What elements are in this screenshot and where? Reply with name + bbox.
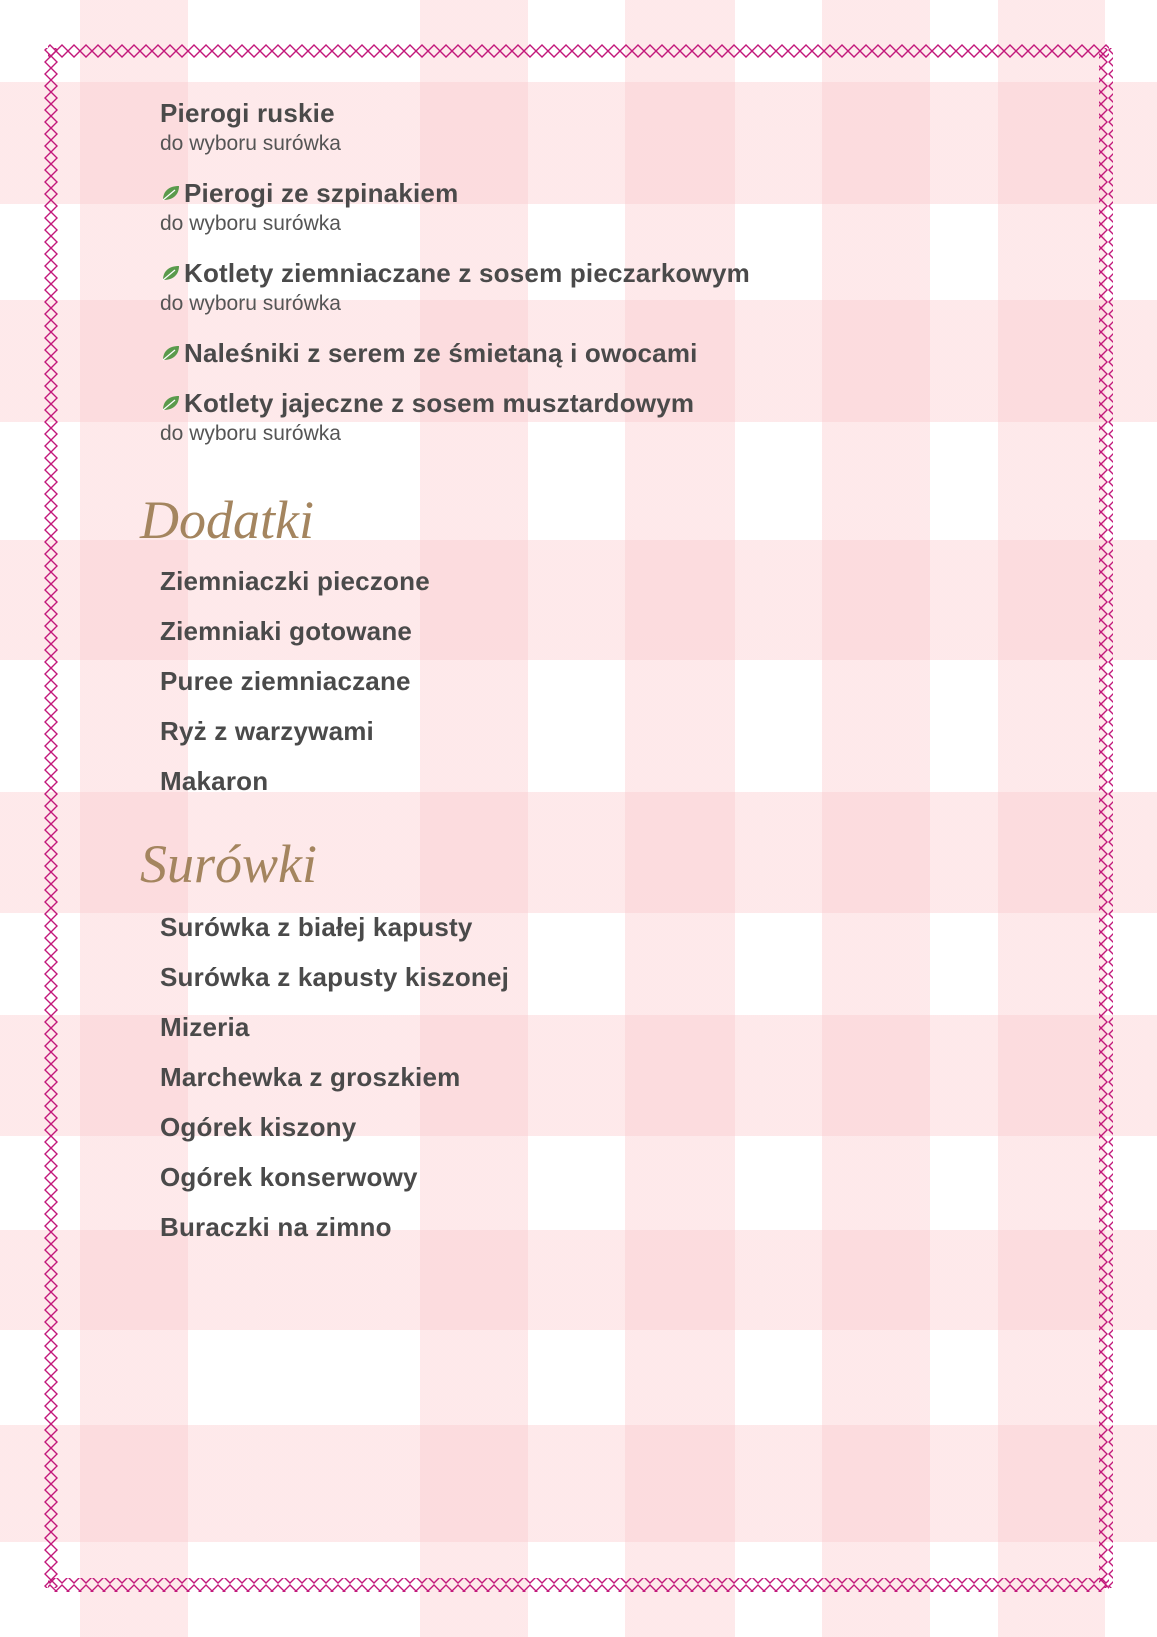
dish-subtitle: do wyboru surówka xyxy=(160,292,341,315)
list-item: Makaron xyxy=(160,766,269,796)
dish-name xyxy=(160,386,1060,420)
dish-item xyxy=(160,386,1060,448)
list-item: Buraczki na zimno xyxy=(160,1212,392,1242)
leaf-icon xyxy=(160,263,182,283)
section-title-surowki: Surówki xyxy=(140,834,318,894)
dish-item xyxy=(160,336,1060,370)
leaf-icon xyxy=(160,343,182,363)
menu-content xyxy=(140,96,1060,1260)
dish-subtitle: do wyboru surówka xyxy=(160,212,341,235)
list-item: Ryż z warzywami xyxy=(160,716,374,746)
dish-item xyxy=(160,96,1060,158)
dish-name-text: Kotlety ziemniaczane z sosem pieczarkowym xyxy=(184,258,750,288)
list-item: Ogórek konserwowy xyxy=(160,1162,418,1192)
list-item: Ogórek kiszony xyxy=(160,1112,357,1142)
leaf-icon xyxy=(160,183,182,203)
list-item: Ziemniaki gotowane xyxy=(160,616,413,646)
dish-item xyxy=(160,256,1060,318)
section-title-dodatki: Dodatki xyxy=(140,490,314,550)
dish-name xyxy=(160,96,1060,130)
list-item: Ziemniaczki pieczone xyxy=(160,566,430,596)
list-item: Surówka z białej kapusty xyxy=(160,912,473,942)
dish-subtitle: do wyboru surówka xyxy=(160,132,341,155)
list-item: Mizeria xyxy=(160,1012,250,1042)
dish-name-text: Kotlety jajeczne z sosem musztardowym xyxy=(184,388,695,418)
dish-name-text: Naleśniki z serem ze śmietaną i owocami xyxy=(184,338,698,368)
dish-item xyxy=(160,176,1060,238)
list-item: Marchewka z groszkiem xyxy=(160,1062,461,1092)
list-item: Surówka z kapusty kiszonej xyxy=(160,962,510,992)
dish-name-text: Pierogi ruskie xyxy=(160,98,335,128)
dish-name xyxy=(160,336,1060,370)
dish-name xyxy=(160,256,1060,290)
dish-subtitle: do wyboru surówka xyxy=(160,422,341,445)
dish-name-text: Pierogi ze szpinakiem xyxy=(184,178,459,208)
leaf-icon xyxy=(160,393,182,413)
dish-name xyxy=(160,176,1060,210)
list-item: Puree ziemniaczane xyxy=(160,666,411,696)
